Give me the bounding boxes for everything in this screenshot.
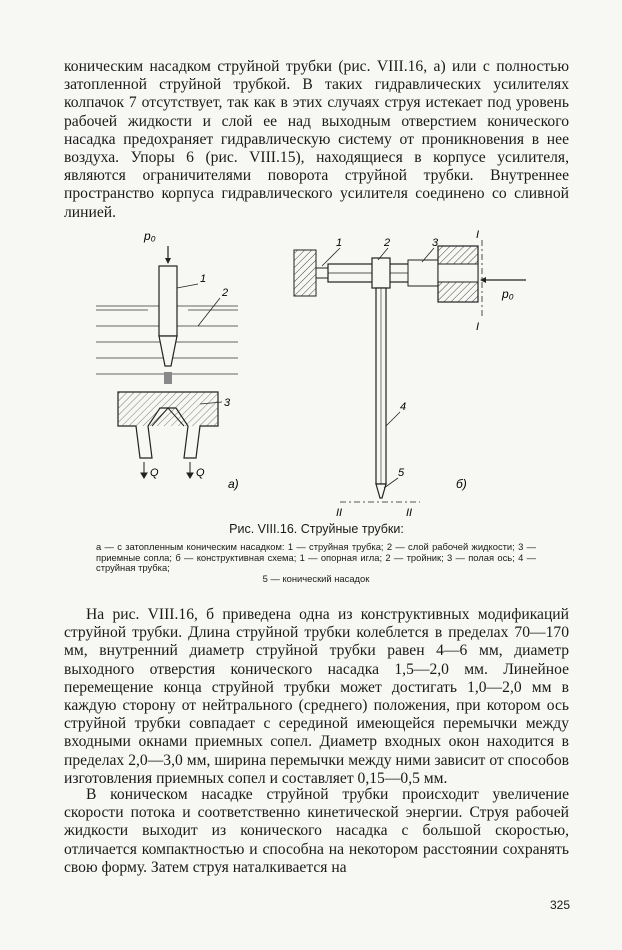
fig-b-section2-left: II (336, 507, 343, 519)
paragraph-2: На рис. VIII.16, б приведена одна из конструктивных модификаций струйной трубки. Длина струйной трубки колеблется в пределах 70—170 мм, внутренний диаметр струйной трубки равен 4—6 мм, диаметр выходного отверстия конического насадка 1,5—2,0 мм. Линейное перемещение конца струйной трубки может достигать 1,0—2,0 мм в каждую сторону от нейтрального (среднего) положения, при котором ось струйной трубки совпадает с серединой имеющейся перемычки между входными окнами приемных сопел. Диаметр входных окон находится в пределах 2,0—3,0 мм, ширина перемычки между ними зависит от способов изготовления приемных сопел и составляет 0,15—0,5 мм. (64, 606, 569, 787)
fig-a-callout-1: 1 (200, 273, 207, 285)
fig-b-callout-5: 5 (398, 467, 405, 479)
figure-viii-16 (88, 226, 514, 520)
figure-caption-title: Рис. VIII.16. Струйные трубки: (229, 522, 404, 536)
figure-caption-legend (96, 542, 536, 584)
paragraph-1: коническим насадком струйной трубки (рис. VIII.16, а) или с полностью затопленной струйной трубкой. В таких гидравлических усилителях колпачок 7 отсутствует, так как в этих случаях струя истекает под уровень рабочей жидкости и слой ее над выходным отверстием конического насадка предохраняет гидравлическую систему от проникновения в нее воздуха. Упоры 6 (рис. VIII.15), находящиеся в корпусе усилителя, являются ограничителями поворота струйной трубки. Внутреннее пространство корпуса гидравлического усилителя соединено со сливной линией. (64, 58, 569, 221)
fig-a-pressure-label: p₀ (144, 229, 156, 243)
fig-a-flow-left: Q (150, 467, 159, 479)
fig-b-section-bottom: I (476, 321, 480, 333)
paragraph-3: В коническом насадке струйной трубки происходит увеличение скорости потока и соответственно кинетической энергии. Струя рабочей жидкости выходит из конического насадка с большой скоростью, отличается компактностью и способна на некотором расстоянии сохранять свою форму. Затем струя наталкивается на (64, 786, 569, 876)
fig-b-callout-2: 2 (384, 237, 391, 249)
fig-b-section2-right: II (406, 507, 413, 519)
fig-a-sublabel: а) (228, 477, 239, 491)
fig-b-callout-3: 3 (432, 237, 439, 249)
fig-a-flow-right: Q (196, 467, 205, 479)
figure-caption-legend-last: 5 — конический насадок (262, 572, 370, 584)
fig-b-pressure-label: p₀ (502, 287, 514, 301)
fig-b-section-top: I (476, 229, 480, 241)
figure-a (96, 229, 239, 491)
fig-b-sublabel: б) (456, 477, 467, 491)
fig-a-callout-2: 2 (222, 287, 229, 299)
figure-caption-legend-main: а — с затопленным коническим насадком: 1 — струйная трубка; 2 — слой рабочей жидкости; 3 — приемные сопла; б — конструктивная схема; 1 — опорная игла; 2 — тройник; 3 — полая ось; 4 — струйная трубка; (96, 541, 536, 574)
fig-b-callout-4: 4 (400, 401, 407, 413)
figure-b (294, 229, 526, 519)
fig-b-callout-1: 1 (336, 237, 343, 249)
page-number: 325 (549, 898, 570, 912)
fig-a-callout-3: 3 (224, 397, 231, 409)
